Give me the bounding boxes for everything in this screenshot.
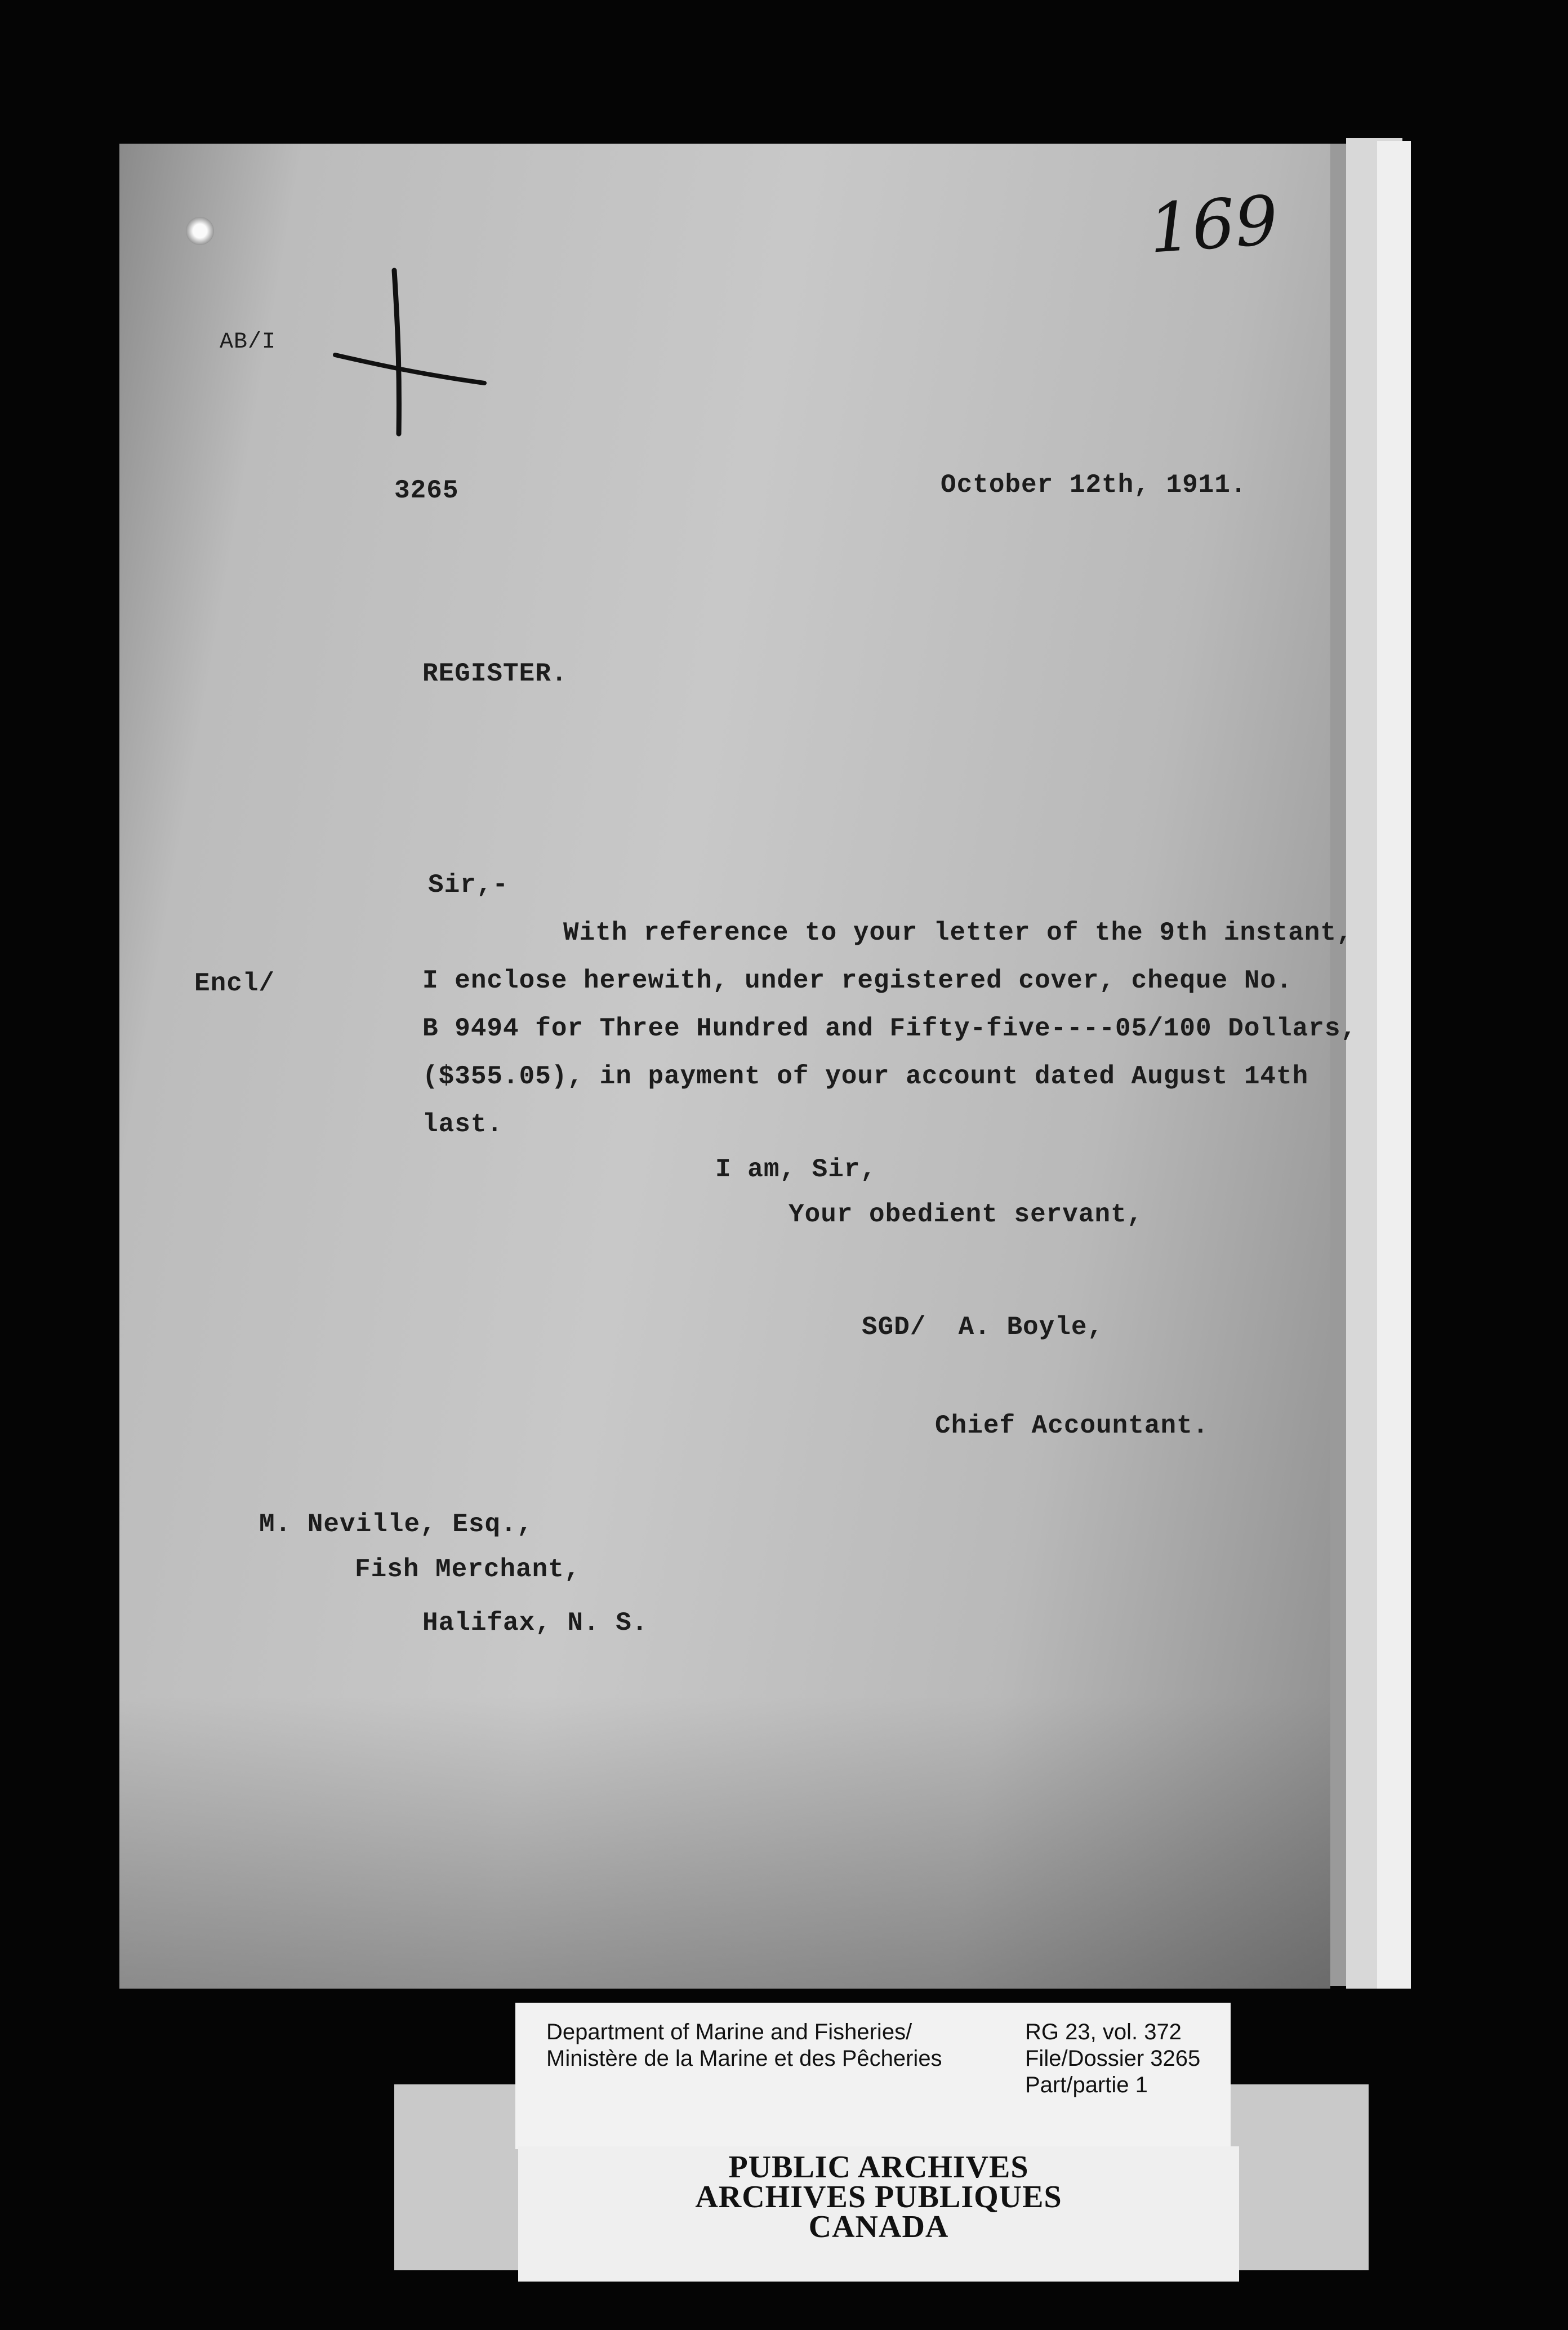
record-group: RG 23, vol. 372 xyxy=(1025,2020,1182,2044)
initials: AB/I xyxy=(220,330,277,355)
salutation: Sir,- xyxy=(428,870,509,900)
body-line: With reference to your letter of the 9th instant, xyxy=(563,918,1353,948)
archive-name-fr: ARCHIVES PUBLIQUES xyxy=(695,2180,1062,2215)
department-fr: Ministère de la Marine et des Pêcheries xyxy=(546,2046,942,2071)
letter-date: October 12th, 1911. xyxy=(941,470,1247,500)
underlying-sheet-edge xyxy=(1377,141,1411,1989)
addressee-location: Halifax, N. S. xyxy=(422,1608,648,1638)
register-label: REGISTER. xyxy=(422,659,568,688)
file-number: 3265 xyxy=(394,476,459,505)
archive-name-en: PUBLIC ARCHIVES xyxy=(728,2150,1029,2185)
body-line: B 9494 for Three Hundred and Fifty-five----05/100 Dollars, xyxy=(422,1014,1357,1043)
punch-hole xyxy=(186,217,214,245)
enclosure-note: Encl/ xyxy=(194,969,275,998)
body-line: last. xyxy=(422,1110,504,1139)
archive-country: CANADA xyxy=(808,2209,949,2244)
department-en: Department of Marine and Fisheries/ xyxy=(546,2020,912,2044)
closing-line: I am, Sir, xyxy=(715,1155,877,1184)
handwritten-cross-mark xyxy=(327,265,496,445)
addressee-occupation: Fish Merchant, xyxy=(355,1555,581,1584)
closing-line: Your obedient servant, xyxy=(789,1200,1143,1229)
part-reference: Part/partie 1 xyxy=(1025,2073,1148,2097)
body-line: I enclose herewith, under registered cover, cheque No. xyxy=(422,966,1293,995)
signer-title: Chief Accountant. xyxy=(935,1411,1209,1440)
signature: SGD/ A. Boyle, xyxy=(862,1313,1104,1342)
file-reference: File/Dossier 3265 xyxy=(1025,2046,1201,2071)
body-line: ($355.05), in payment of your account dated August 14th xyxy=(422,1062,1309,1091)
folio-number: 169 xyxy=(1146,181,1281,269)
addressee-name: M. Neville, Esq., xyxy=(259,1510,533,1539)
